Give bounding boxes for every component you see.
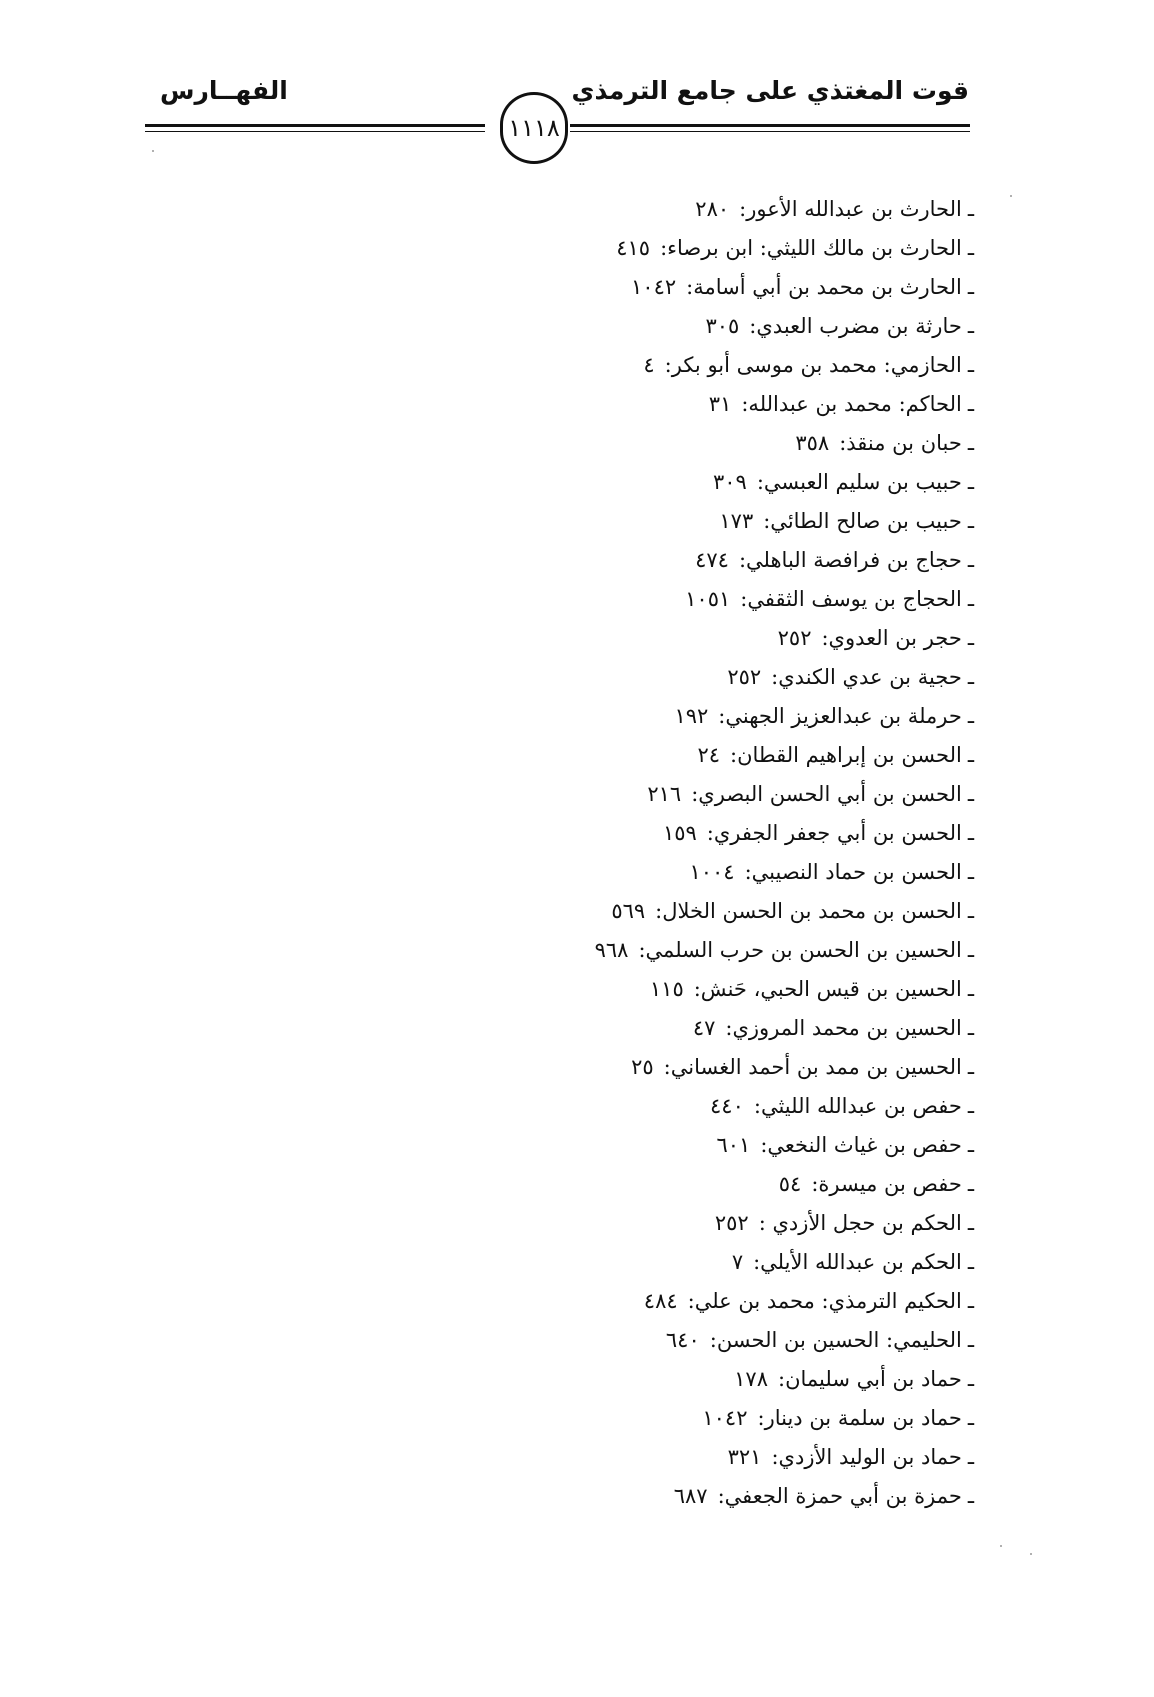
entry-dash: ـ xyxy=(967,314,974,338)
entry-page-ref: ٢٨٠ xyxy=(695,197,730,221)
index-entry xyxy=(154,1438,974,1477)
entry-name: حفص بن عبدالله الليثي: xyxy=(753,1094,962,1118)
entry-page-ref: ٣٢١ xyxy=(727,1445,762,1469)
entry-dash: ـ xyxy=(967,275,974,299)
entry-name: الحكم بن عبدالله الأيلي: xyxy=(753,1250,962,1274)
entry-page-ref: ٣٥٨ xyxy=(795,431,830,455)
entry-name: الحسين بن محمد المروزي: xyxy=(725,1016,962,1040)
index-entry xyxy=(154,229,974,268)
entry-page-ref: ١٧٣ xyxy=(719,509,754,533)
index-entry xyxy=(154,268,974,307)
entry-dash: ـ xyxy=(967,665,974,689)
index-entry xyxy=(154,1321,974,1360)
entry-page-ref: ٤ xyxy=(643,353,655,377)
entry-name: حماد بن سلمة بن دينار: xyxy=(757,1406,962,1430)
entry-page-ref: ٦٤٠ xyxy=(665,1328,700,1352)
entry-dash: ـ xyxy=(967,1172,974,1196)
index-entry xyxy=(154,1243,974,1282)
entry-dash: ـ xyxy=(967,860,974,884)
entry-page-ref: ٣٠٩ xyxy=(712,470,747,494)
entry-name: حفص بن غياث النخعي: xyxy=(760,1133,962,1157)
index-list xyxy=(154,190,974,1516)
entry-page-ref: ٩٦٨ xyxy=(594,938,629,962)
entry-page-ref: ١٠٥١ xyxy=(685,587,731,611)
entry-name: الحليمي: الحسين بن الحسن: xyxy=(709,1328,962,1352)
index-entry xyxy=(154,190,974,229)
index-entry xyxy=(154,1165,974,1204)
entry-dash: ـ xyxy=(967,470,974,494)
index-entry xyxy=(154,1009,974,1048)
entry-name: الحسين بن ممد بن أحمد الغساني: xyxy=(663,1055,962,1079)
entry-dash: ـ xyxy=(967,1211,974,1235)
entry-name: الحارث بن محمد بن أبي أسامة: xyxy=(686,275,962,299)
entry-page-ref: ٤٨٤ xyxy=(643,1289,678,1313)
entry-page-ref: ١٩٢ xyxy=(674,704,709,728)
entry-page-ref: ٢٤ xyxy=(697,743,720,767)
entry-page-ref: ٣٠٥ xyxy=(705,314,740,338)
entry-name: حماد بن الوليد الأزدي: xyxy=(771,1445,962,1469)
index-entry xyxy=(154,619,974,658)
index-entry xyxy=(154,697,974,736)
entry-name: حمزة بن أبي حمزة الجعفي: xyxy=(717,1484,962,1508)
index-entry xyxy=(154,853,974,892)
entry-dash: ـ xyxy=(967,509,974,533)
entry-dash: ـ xyxy=(967,197,974,221)
entry-name: الحسين بن الحسن بن حرب السلمي: xyxy=(638,938,962,962)
entry-name: الحسن بن حماد النصيبي: xyxy=(744,860,962,884)
entry-page-ref: ٥٤ xyxy=(778,1172,802,1196)
entry-name: الحارث بن مالك الليثي: ابن برصاء: xyxy=(660,236,962,260)
entry-dash: ـ xyxy=(967,236,974,260)
entry-page-ref: ١١٥ xyxy=(649,977,684,1001)
entry-name: الحجاج بن يوسف الثقفي: xyxy=(740,587,962,611)
index-entry xyxy=(154,463,974,502)
entry-dash: ـ xyxy=(967,977,974,1001)
entry-page-ref: ٦٨٧ xyxy=(673,1484,708,1508)
index-entry xyxy=(154,970,974,1009)
entry-name: حماد بن أبي سليمان: xyxy=(778,1367,962,1391)
entry-name: الحازمي: محمد بن موسى أبو بكر: xyxy=(664,353,962,377)
index-entry xyxy=(154,1048,974,1087)
index-entry xyxy=(154,1399,974,1438)
index-entry xyxy=(154,346,974,385)
entry-name: الحسن بن محمد بن الحسن الخلال: xyxy=(655,899,962,923)
entry-page-ref: ٥٦٩ xyxy=(611,899,646,923)
index-entry xyxy=(154,541,974,580)
entry-name: الحسن بن أبي الحسن البصري: xyxy=(691,782,962,806)
entry-name: الحاكم: محمد بن عبدالله: xyxy=(741,392,962,416)
entry-page-ref: ٤٧٤ xyxy=(695,548,729,572)
entry-dash: ـ xyxy=(967,548,974,572)
page-number: ١١١٨ xyxy=(508,114,560,142)
entry-name: الحسن بن إبراهيم القطان: xyxy=(730,743,962,767)
header-rule-left xyxy=(145,124,485,132)
entry-page-ref: ٧ xyxy=(731,1250,744,1274)
section-title: الفهــارس xyxy=(160,76,288,105)
entry-dash: ـ xyxy=(967,1250,974,1274)
entry-dash: ـ xyxy=(967,392,974,416)
header-rule-right xyxy=(570,124,970,132)
entry-name: الحكم بن حجل الأزدي : xyxy=(758,1211,962,1235)
entry-name: الحسن بن أبي جعفر الجفري: xyxy=(706,821,962,845)
index-entry xyxy=(154,775,974,814)
entry-name: حجية بن عدي الكندي: xyxy=(771,665,962,689)
entry-dash: ـ xyxy=(967,743,974,767)
entry-dash: ـ xyxy=(967,899,974,923)
entry-dash: ـ xyxy=(967,1289,974,1313)
index-entry xyxy=(154,658,974,697)
entry-page-ref: ٦٠١ xyxy=(716,1133,751,1157)
entry-page-ref: ٤١٥ xyxy=(616,236,651,260)
entry-page-ref: ١٧٨ xyxy=(734,1367,768,1391)
entry-page-ref: ٢٥٢ xyxy=(777,626,812,650)
entry-name: حجر بن العدوي: xyxy=(821,626,962,650)
entry-page-ref: ٢٥٢ xyxy=(727,665,762,689)
index-entry xyxy=(154,385,974,424)
index-entry xyxy=(154,424,974,463)
entry-name: الحكيم الترمذي: محمد بن علي: xyxy=(687,1289,962,1313)
entry-page-ref: ٤٧ xyxy=(692,1016,716,1040)
index-entry xyxy=(154,814,974,853)
entry-name: حجاج بن فرافصة الباهلي: xyxy=(738,548,962,572)
page-number-badge xyxy=(500,92,568,164)
entry-dash: ـ xyxy=(967,1133,974,1157)
entry-dash: ـ xyxy=(967,353,974,377)
entry-dash: ـ xyxy=(967,821,974,845)
scan-speck xyxy=(1030,1553,1032,1555)
book-title: قوت المغتذي على جامع الترمذي xyxy=(571,76,969,105)
entry-name: حبان بن منقذ: xyxy=(839,431,962,455)
entry-name: حرملة بن عبدالعزيز الجهني: xyxy=(718,704,962,728)
entry-dash: ـ xyxy=(967,431,974,455)
entry-page-ref: ١٠٤٢ xyxy=(631,275,677,299)
index-entry xyxy=(154,1204,974,1243)
index-entry xyxy=(154,931,974,970)
entry-name: حبيب بن صالح الطائي: xyxy=(763,509,962,533)
entry-page-ref: ٢١٦ xyxy=(647,782,682,806)
entry-page-ref: ٢٥٢ xyxy=(714,1211,749,1235)
entry-dash: ـ xyxy=(967,587,974,611)
index-entry xyxy=(154,1282,974,1321)
index-entry xyxy=(154,502,974,541)
entry-dash: ـ xyxy=(967,1484,974,1508)
entry-dash: ـ xyxy=(967,1406,974,1430)
entry-dash: ـ xyxy=(967,1055,974,1079)
entry-page-ref: ١٥٩ xyxy=(662,821,697,845)
index-entry xyxy=(154,892,974,931)
index-entry xyxy=(154,1477,974,1516)
entry-name: الحسين بن قيس الحبي، حَنش: xyxy=(693,977,962,1001)
entry-name: الحارث بن عبدالله الأعور: xyxy=(739,197,962,221)
index-entry xyxy=(154,1360,974,1399)
entry-dash: ـ xyxy=(967,782,974,806)
index-entry xyxy=(154,580,974,619)
entry-dash: ـ xyxy=(967,1328,974,1352)
entry-name: حفص بن ميسرة: xyxy=(811,1172,962,1196)
entry-page-ref: ١٠٠٤ xyxy=(689,860,735,884)
entry-dash: ـ xyxy=(967,1094,974,1118)
index-entry xyxy=(154,1126,974,1165)
index-entry xyxy=(154,1087,974,1126)
index-entry xyxy=(154,736,974,775)
scan-speck xyxy=(1000,1545,1002,1547)
entry-dash: ـ xyxy=(967,1367,974,1391)
entry-dash: ـ xyxy=(967,626,974,650)
entry-name: حبيب بن سليم العبسي: xyxy=(756,470,962,494)
entry-dash: ـ xyxy=(967,704,974,728)
entry-dash: ـ xyxy=(967,1445,974,1469)
entry-name: حارثة بن مضرب العبدي: xyxy=(749,314,962,338)
index-entry xyxy=(154,307,974,346)
entry-page-ref: ٤٤٠ xyxy=(710,1094,744,1118)
entry-page-ref: ١٠٤٢ xyxy=(702,1406,748,1430)
scan-speck xyxy=(152,150,154,152)
entry-dash: ـ xyxy=(967,1016,974,1040)
entry-page-ref: ٣١ xyxy=(708,392,732,416)
entry-dash: ـ xyxy=(967,938,974,962)
entry-page-ref: ٢٥ xyxy=(631,1055,654,1079)
scan-speck xyxy=(1010,195,1012,197)
